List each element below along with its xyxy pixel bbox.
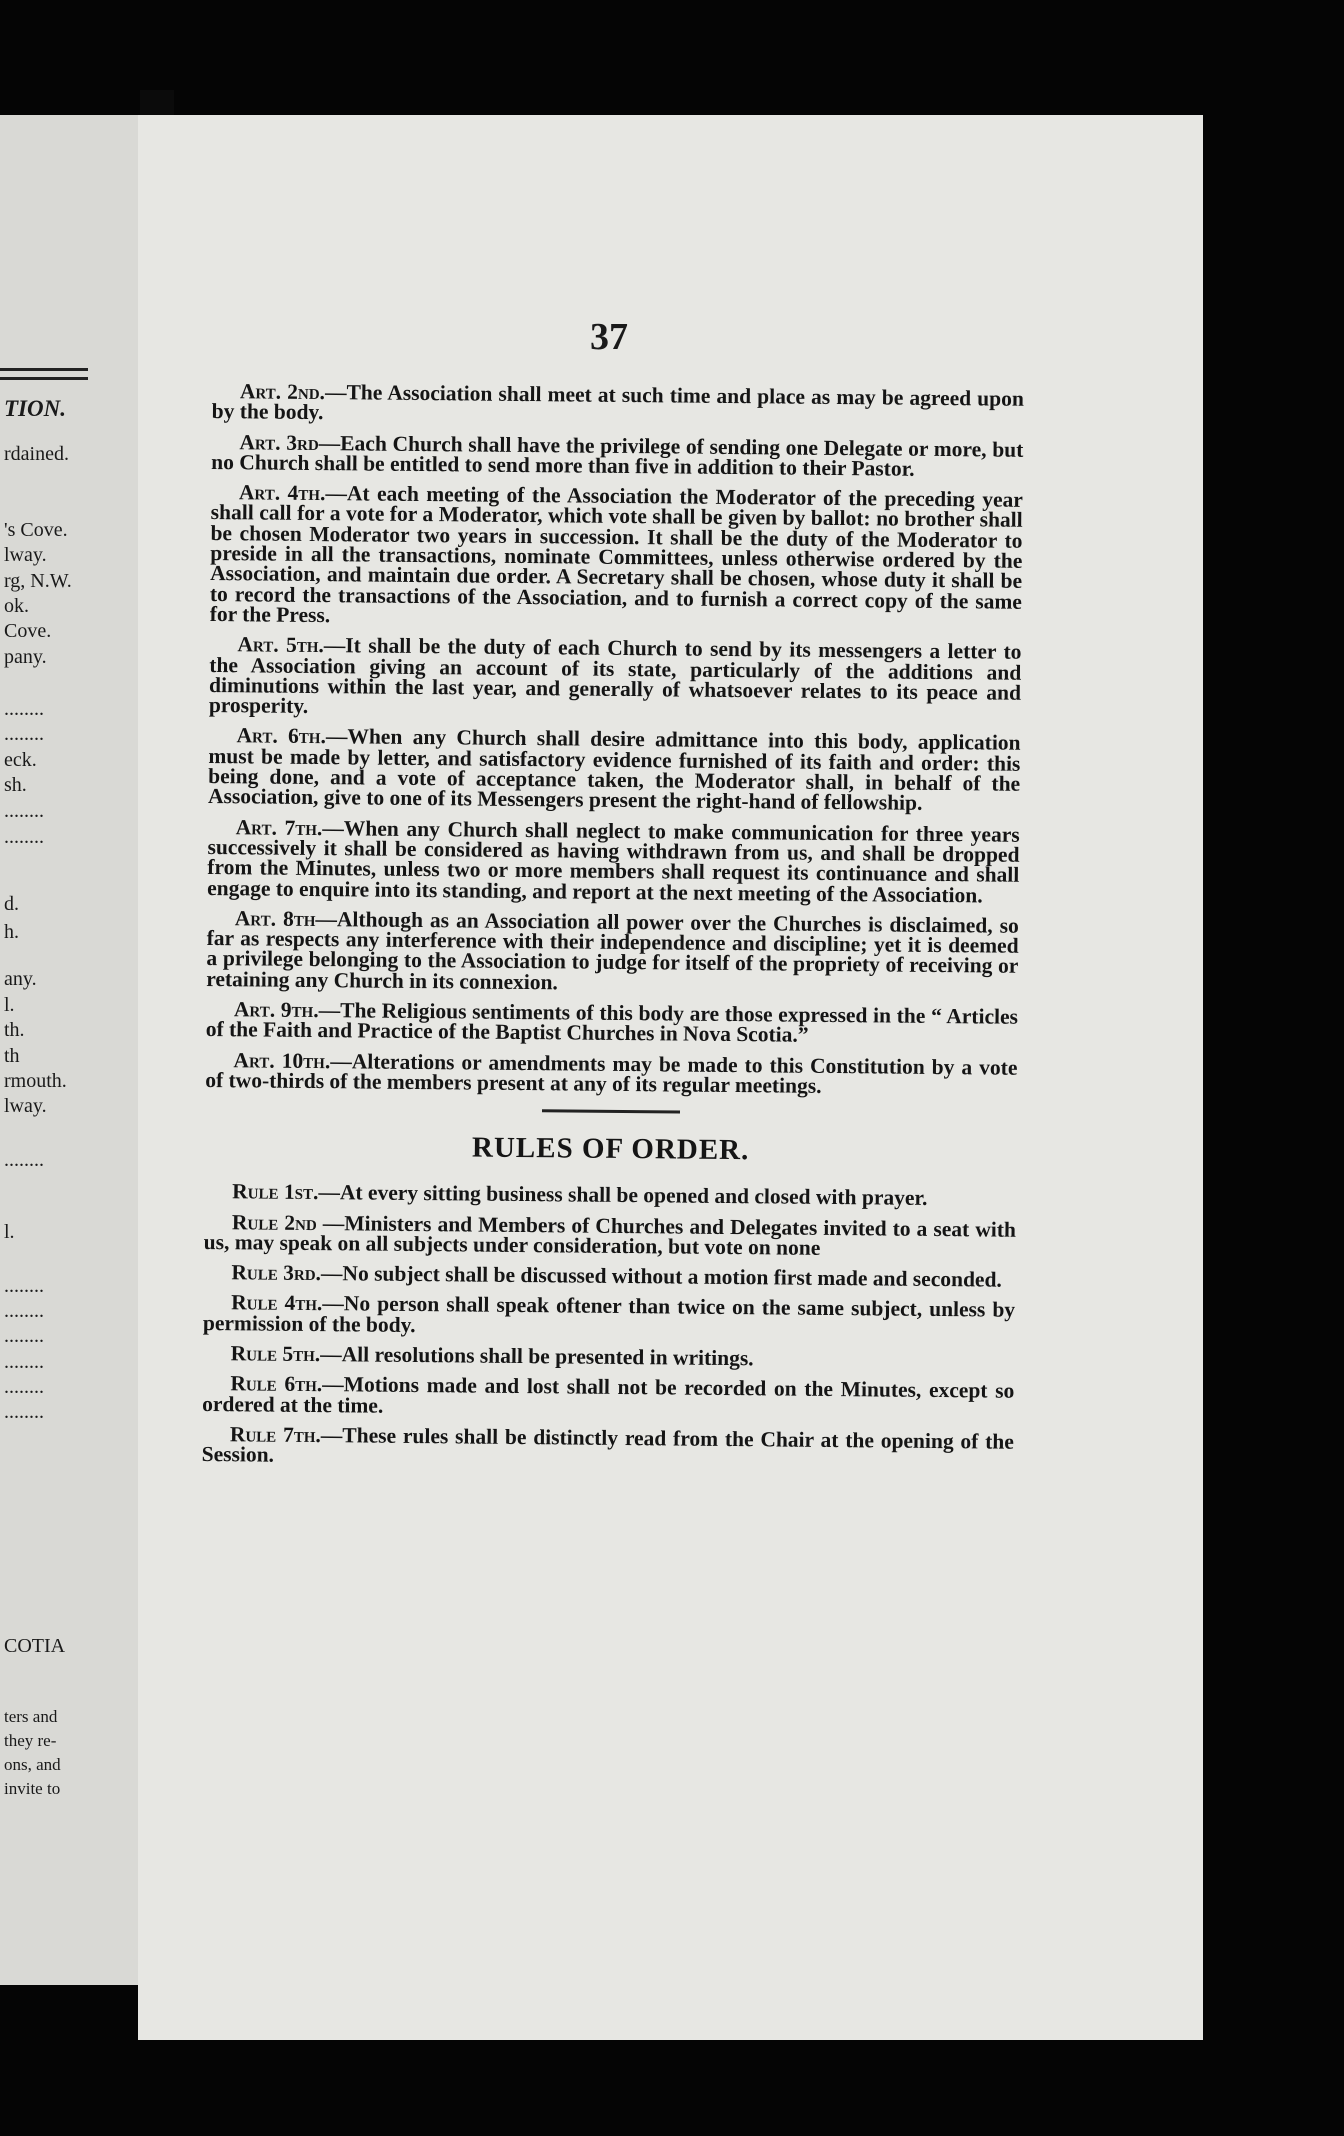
left-page-text-fragment: ........ (4, 1300, 44, 1322)
rules-heading: RULES OF ORDER. (471, 1131, 750, 1167)
article-label: Art. 5th. (237, 632, 324, 658)
article-label: Art. 4th. (238, 480, 326, 506)
article-text: —The Religious sentiments of this body are those expressed in the “ Articles of the Faith and Practice of the Baptist Churches in Nova Scotia.” (205, 998, 1019, 1048)
article-label: Art. 9th. (233, 997, 319, 1023)
left-page-text-fragment: rmouth. (4, 1070, 67, 1092)
article-label: Art. 7th. (235, 814, 323, 840)
left-page-rule (0, 368, 88, 371)
left-page-rule (0, 377, 88, 380)
left-page-text-fragment: pany. (4, 646, 47, 668)
left-page-text-fragment: lway. (4, 544, 47, 566)
article-paragraph (206, 908, 1019, 997)
rule-text: —Ministers and Members of Churches and Delegates invited to a seat with us, may speak on all subjects under consideration, but vote on none (203, 1210, 1017, 1260)
left-page-text-fragment: ........ (4, 1351, 44, 1373)
rule-label: Rule 3rd. (231, 1260, 322, 1286)
left-page-text-fragment: sh. (4, 774, 27, 796)
left-page-text-fragment: h. (4, 921, 19, 943)
left-page-text-fragment: COTIA (4, 1635, 66, 1657)
rule-text: —No person shall speak oftener than twice on the same subject, unless by permission of the body. (202, 1291, 1016, 1337)
rule-paragraph (202, 1373, 1014, 1421)
left-page-text-fragment: ........ (4, 1275, 44, 1297)
rule-label: Rule 1st. (232, 1179, 319, 1205)
left-page-text-fragment: eck. (4, 749, 37, 771)
left-page-text-fragment: ........ (4, 698, 44, 720)
left-page-text-fragment: ........ (4, 1376, 44, 1398)
section-divider (542, 1109, 680, 1113)
article-paragraph (209, 634, 1022, 723)
left-page-text-fragment: any. (4, 968, 37, 990)
left-page-text-fragment: l. (4, 994, 15, 1016)
rule-text: —All resolutions shall be presented in writings. (320, 1342, 754, 1371)
page-number: 37 (590, 316, 628, 358)
rule-paragraph (204, 1181, 1016, 1209)
rule-label: Rule 6th. (230, 1371, 323, 1397)
left-page-text-fragment: ........ (4, 723, 44, 745)
rule-text: —These rules shall be distinctly read from the Chair at the opening of the Session. (201, 1422, 1014, 1467)
article-label: Art. 8th (234, 906, 316, 931)
article-paragraph (208, 725, 1021, 814)
article-text: —Although as an Association all power over the Churches is disclaimed, so far as respects any interference with their independence and discipline; yet it is deemed a privilege belonging to the Association to judge for itself of the propriety of receiving or retaining any Church in its connexion. (206, 906, 1019, 995)
rule-label: Rule 5th. (230, 1341, 321, 1367)
left-page-text-fragment: ons, and (4, 1755, 61, 1774)
left-page-text-fragment: 's Cove. (4, 519, 68, 541)
rule-label: Rule 2nd (231, 1209, 317, 1235)
article-label: Art. 10th. (233, 1047, 331, 1073)
article-paragraph (206, 999, 1018, 1047)
article-text: —Each Church shall have the privilege of sending one Delegate or more, but no Church shall be entitled to send more than five in addition to their Pastor. (211, 430, 1024, 481)
left-page-text-fragment: rdained. (4, 443, 69, 465)
page-body (202, 381, 1024, 1482)
article-text: —Alterations or amendments may be made to this Constitution by a vote of two-thirds of the members present at any of its regular meetings. (205, 1048, 1018, 1098)
article-text: —When any Church shall neglect to make communication for three years successively it shall be considered as having withdrawn from us, and shall be dropped from the Minutes, unless two or more members shall request its continuance and shall engage to enquire into its standing, and report at the next meeting of the Association. (207, 815, 1020, 907)
left-page-text-fragment: l. (4, 1221, 15, 1243)
article-text: —When any Church shall desire admittance into this body, application must be made by letter, and satisfactory evidence furnished of its faith and order: this being done, and a vote of acceptance taken, the Moderator shall, in behalf of the Association, give to one of its Messengers present the right-hand of fellowship. (207, 724, 1021, 816)
rule-paragraph (203, 1262, 1015, 1290)
left-page-text-fragment: ok. (4, 595, 29, 617)
rule-paragraph (202, 1424, 1014, 1472)
rule-label: Rule 4th. (231, 1290, 323, 1316)
article-text: —At each meeting of the Association the Moderator of the preceding year shall call for a vote for a Moderator, which vote shall be given by ballot: no brother shall be chosen Moderator two years in succession. It shall be the duty of the Moderator to preside in all the transactions, nominate Committees, unless otherwise ordered by the Association, and maintain due order. A Secretary shall be chosen, whose duty it shall be to record the transactions of the Association, and to furnish a correct copy of the same for the Press. (209, 481, 1024, 628)
left-page-text-fragment: rg, N.W. (4, 570, 72, 592)
left-page-text-fragment: lway. (4, 1095, 47, 1117)
rule-paragraph (204, 1211, 1016, 1259)
left-page-heading-fragment: TION. (4, 396, 66, 421)
left-page-text-fragment: ........ (4, 800, 44, 822)
article-paragraph (205, 1047, 1018, 1098)
rule-paragraph (203, 1292, 1015, 1340)
article-paragraph (211, 429, 1024, 481)
left-page-text-fragment: ........ (4, 1149, 44, 1171)
article-label: Art. 6th. (236, 723, 327, 749)
left-page-text-fragment: ........ (4, 826, 44, 848)
article-text: —It shall be the duty of each Church to send by its messengers a letter to the Association giving an account of its state, particularly of the additions and diminutions within the last year, and generally of whatsoever relates to its peace and prosperity. (208, 633, 1022, 719)
rule-paragraph (203, 1343, 1015, 1371)
left-page-text-fragment: ........ (4, 1401, 44, 1423)
article-text: —The Association shall meet at such time and place as may be agreed upon by the body. (211, 380, 1024, 425)
article-label: Art. 3rd (239, 429, 319, 455)
left-page-text-fragment: ........ (4, 1325, 44, 1347)
left-page-text-fragment: d. (4, 893, 19, 915)
left-page-text-fragment: Cove. (4, 620, 52, 642)
article-paragraph (212, 381, 1024, 429)
left-page-text-fragment: th. (4, 1019, 25, 1041)
left-page-fragment (0, 115, 140, 1985)
rule-label: Rule 7th. (229, 1422, 321, 1447)
left-page-text-fragment: invite to (4, 1779, 61, 1798)
rule-text: —At every sitting business shall be opened and closed with prayer. (318, 1180, 928, 1211)
article-paragraph (210, 482, 1023, 632)
left-page-text-fragment: th (4, 1045, 20, 1067)
left-page-text-fragment: ters and (4, 1707, 58, 1726)
rule-text: —No subject shall be discussed without a motion first made and seconded. (320, 1261, 1002, 1292)
rule-text: —Motions made and lost shall not be recorded on the Minutes, except so ordered at the time. (202, 1372, 1015, 1418)
left-page-text-fragment: they re- (4, 1731, 57, 1750)
document-page (138, 115, 1203, 2040)
article-label: Art. 2nd. (239, 379, 326, 405)
article-paragraph (207, 814, 1020, 907)
